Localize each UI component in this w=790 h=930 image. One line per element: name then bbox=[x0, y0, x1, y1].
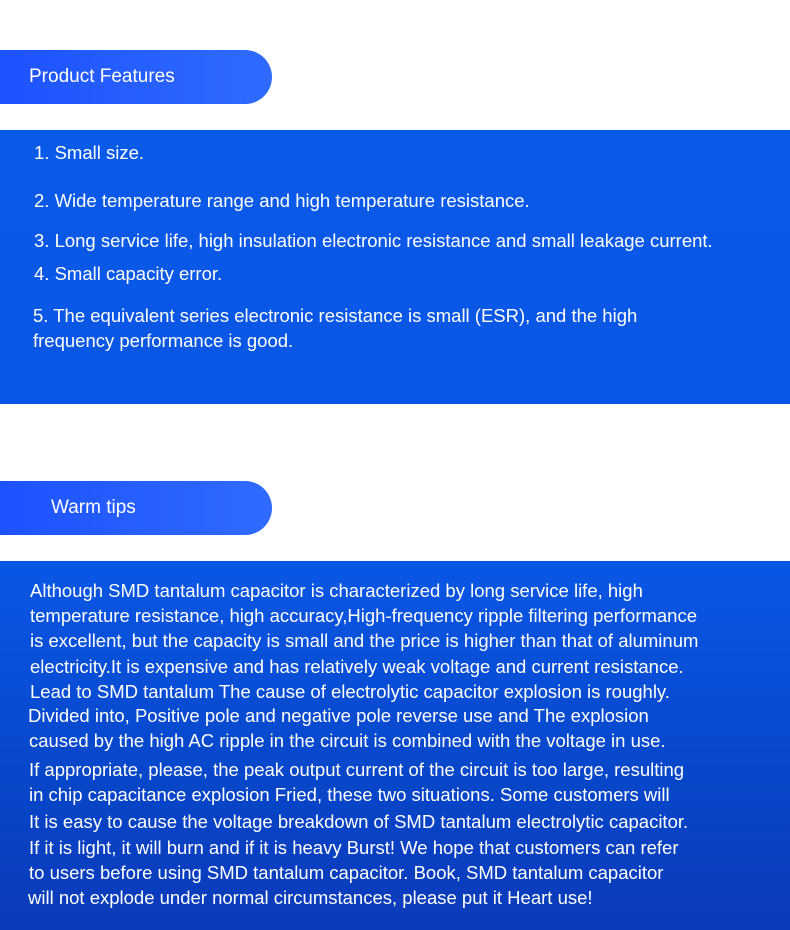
feature-item: 5. The equivalent series electronic resistance is small (ESR), and the high frequency performance is good. bbox=[33, 305, 638, 351]
feature-item: 4. Small capacity error. bbox=[34, 263, 223, 284]
feature-item: 3. Long service life, high insulation electronic resistance and small leakage current. bbox=[34, 230, 713, 251]
tip-line: will not explode under normal circumstances, please put it Heart use! bbox=[28, 887, 593, 908]
feature-item: 1. Small size. bbox=[34, 142, 145, 163]
product-features-panel bbox=[0, 130, 790, 404]
feature-item: 2. Wide temperature range and high temperature resistance. bbox=[34, 190, 530, 211]
tip-line: If it is light, it will burn and if it is heavy Burst! We hope that customers can refer bbox=[29, 837, 679, 858]
tip-line: Although SMD tantalum capacitor is characterized by long service life, high bbox=[30, 580, 643, 601]
tip-line: caused by the high AC ripple in the circuit is combined with the voltage in use. bbox=[29, 730, 666, 751]
tip-line: Divided into, Positive pole and negative pole reverse use and The explosion bbox=[28, 705, 649, 726]
warm-tips-heading: Warm tips bbox=[0, 481, 272, 535]
tip-line: in chip capacitance explosion Fried, these two situations. Some customers will bbox=[29, 784, 670, 805]
tip-line: is excellent, but the capacity is small and the price is higher than that of aluminum bbox=[30, 630, 699, 651]
tip-line: to users before using SMD tantalum capacitor. Book, SMD tantalum capacitor bbox=[29, 862, 664, 883]
tip-line: If appropriate, please, the peak output current of the circuit is too large, resulting bbox=[29, 759, 685, 780]
tip-line: It is easy to cause the voltage breakdown of SMD tantalum electrolytic capacitor. bbox=[29, 811, 689, 832]
tip-line: electricity.It is expensive and has relatively weak voltage and current resistance. bbox=[30, 656, 684, 677]
product-features-heading: Product Features bbox=[0, 50, 272, 104]
tip-line: Lead to SMD tantalum The cause of electrolytic capacitor explosion is roughly. bbox=[30, 681, 670, 702]
tip-line: temperature resistance, high accuracy,High-frequency ripple filtering performance bbox=[30, 605, 698, 626]
warm-tips-panel bbox=[0, 561, 790, 930]
